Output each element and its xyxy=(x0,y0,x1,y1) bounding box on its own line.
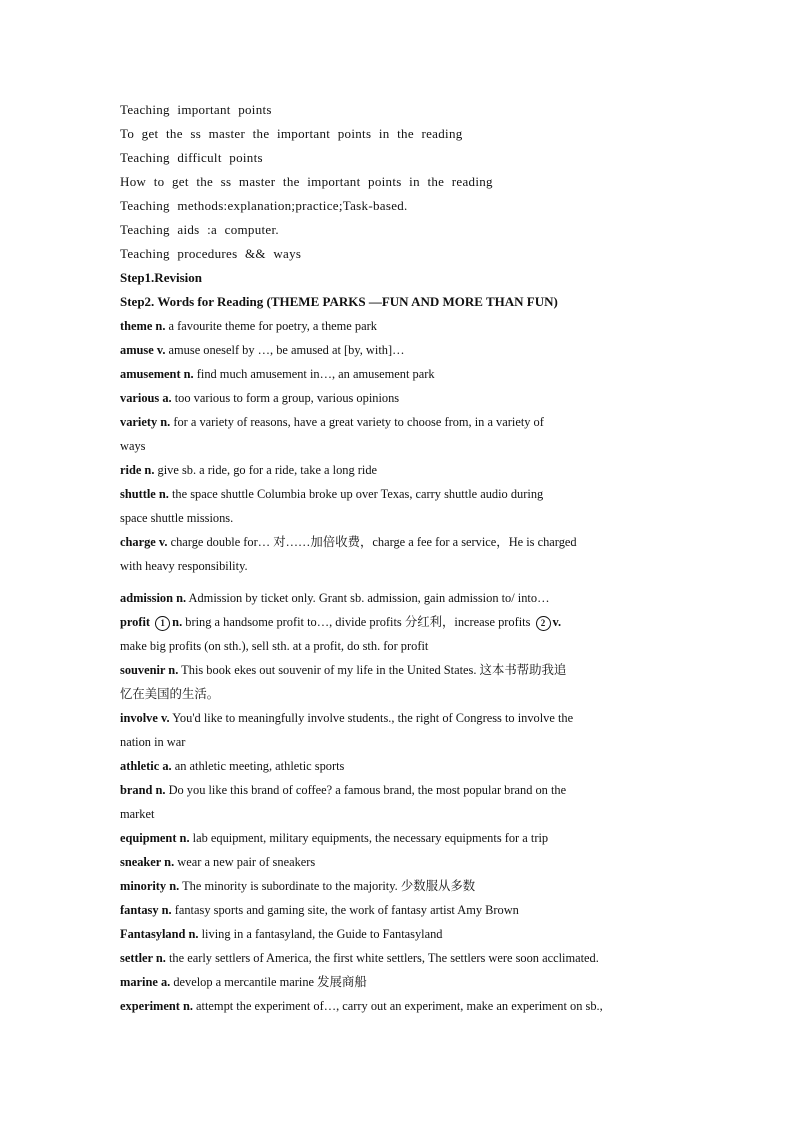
entry-profit xyxy=(120,614,680,631)
entry-text: bring a handsome profit to…, divide profits 分红利，increase profits xyxy=(182,615,531,629)
entry-text: The minority is subordinate to the majority. 少数服从多数 xyxy=(179,879,476,893)
entry-word: souvenir n. xyxy=(120,663,179,677)
entry-brand-continued: market xyxy=(120,807,155,821)
entry-word: various a. xyxy=(120,391,172,405)
entry-involve-continued: nation in war xyxy=(120,735,186,749)
entry-word: profit xyxy=(120,615,151,629)
entry-word: Fantasyland n. xyxy=(120,927,199,941)
important-points-text: To get the ss master the important points in the reading xyxy=(120,126,463,141)
entry-souvenir xyxy=(120,662,680,678)
circled-number-two: 2 xyxy=(536,616,551,631)
entry-profit-continued: make big profits (on sth.), sell sth. at a profit, do sth. for profit xyxy=(120,639,429,653)
entry-text: the space shuttle Columbia broke up over Texas, carry shuttle audio during xyxy=(168,487,544,501)
entry-text: wear a new pair of sneakers xyxy=(174,855,316,869)
entry-text: Admission by ticket only. Grant sb. admission, gain admission to/ into… xyxy=(186,591,550,605)
entry-word: ride n. xyxy=(120,463,155,477)
entry-fantasy xyxy=(120,902,680,918)
entry-word: fantasy n. xyxy=(120,903,172,917)
entry-amusement xyxy=(120,366,680,382)
entry-marine xyxy=(120,974,680,990)
entry-fantasyland xyxy=(120,926,680,942)
entry-text: the early settlers of America, the first white settlers, The settlers were soon acclimated. xyxy=(165,951,599,965)
entry-text: attempt the experiment of…, carry out an experiment, make an experiment on sb., xyxy=(192,999,603,1013)
entry-brand xyxy=(120,782,680,798)
entry-text: living in a fantasyland, the Guide to Fantasyland xyxy=(198,927,443,941)
entry-shuttle-continued: space shuttle missions. xyxy=(120,511,234,525)
entry-experiment xyxy=(120,998,680,1014)
teaching-important-points-heading: Teaching important points xyxy=(120,102,272,117)
entry-charge xyxy=(120,534,680,550)
entry-sneaker xyxy=(120,854,680,870)
step2-heading: Step2. Words for Reading (THEME PARKS —FUN AND MORE THAN FUN) xyxy=(120,294,558,309)
entry-word: amuse v. xyxy=(120,343,166,357)
entry-text: Do you like this brand of coffee? a famous brand, the most popular brand on the xyxy=(165,783,567,797)
entry-athletic xyxy=(120,758,680,774)
entry-word: marine a. xyxy=(120,975,171,989)
entry-text: develop a mercantile marine 发展商船 xyxy=(170,975,367,989)
entry-various xyxy=(120,390,680,406)
entry-text: a favourite theme for poetry, a theme park xyxy=(165,319,377,333)
entry-word: equipment n. xyxy=(120,831,190,845)
entry-text: fantasy sports and gaming site, the work of fantasy artist Amy Brown xyxy=(171,903,519,917)
entry-ride xyxy=(120,462,680,478)
entry-text: This book ekes out souvenir of my life in the United States. 这本书帮助我追 xyxy=(178,663,567,677)
entry-souvenir-continued: 忆在美国的生活。 xyxy=(120,687,220,701)
entry-word: admission n. xyxy=(120,591,187,605)
entry-text: lab equipment, military equipments, the necessary equipments for a trip xyxy=(189,831,549,845)
entry-word: brand n. xyxy=(120,783,166,797)
entry-word: amusement n. xyxy=(120,367,194,381)
teaching-difficult-points-heading: Teaching difficult points xyxy=(120,150,263,165)
entry-text: charge double for… 对……加倍收费，charge a fee for a service，He is charged xyxy=(167,535,577,549)
entry-word: variety n. xyxy=(120,415,171,429)
entry-text: You'd like to meaningfully involve students., the right of Congress to involve the xyxy=(169,711,574,725)
difficult-points-text: How to get the ss master the important points in the reading xyxy=(120,174,493,189)
step1-heading: Step1.Revision xyxy=(120,270,202,285)
entry-amuse xyxy=(120,342,680,358)
entry-equipment xyxy=(120,830,680,846)
entry-minority xyxy=(120,878,680,894)
entry-word: shuttle n. xyxy=(120,487,169,501)
teaching-methods: Teaching methods:explanation;practice;Task-based. xyxy=(120,198,408,213)
entry-word: charge v. xyxy=(120,535,168,549)
entry-text: for a variety of reasons, have a great variety to choose from, in a variety of xyxy=(170,415,544,429)
entry-text: amuse oneself by …, be amused at [by, with]… xyxy=(165,343,405,357)
entry-pos-verb: v. xyxy=(552,615,562,629)
teaching-procedures: Teaching procedures && ways xyxy=(120,246,302,261)
entry-text: find much amusement in…, an amusement park xyxy=(193,367,435,381)
entry-settler xyxy=(120,950,680,966)
entry-word: sneaker n. xyxy=(120,855,175,869)
circled-number-one: 1 xyxy=(155,616,170,631)
entry-variety-continued: ways xyxy=(120,439,146,453)
entry-admission xyxy=(120,590,680,606)
teaching-aids: Teaching aids :a computer. xyxy=(120,222,279,237)
entry-word: settler n. xyxy=(120,951,166,965)
entry-theme xyxy=(120,318,680,334)
entry-word: experiment n. xyxy=(120,999,193,1013)
entry-charge-continued: with heavy responsibility. xyxy=(120,559,248,573)
entry-word: involve v. xyxy=(120,711,170,725)
entry-pos-noun: n. xyxy=(172,615,183,629)
entry-word: theme n. xyxy=(120,319,166,333)
entry-text: an athletic meeting, athletic sports xyxy=(171,759,345,773)
entry-text: too various to form a group, various opinions xyxy=(171,391,400,405)
entry-shuttle xyxy=(120,486,680,502)
entry-text: give sb. a ride, go for a ride, take a long ride xyxy=(154,463,378,477)
entry-word: athletic a. xyxy=(120,759,172,773)
entry-involve xyxy=(120,710,680,726)
entry-variety xyxy=(120,414,680,430)
entry-word: minority n. xyxy=(120,879,180,893)
